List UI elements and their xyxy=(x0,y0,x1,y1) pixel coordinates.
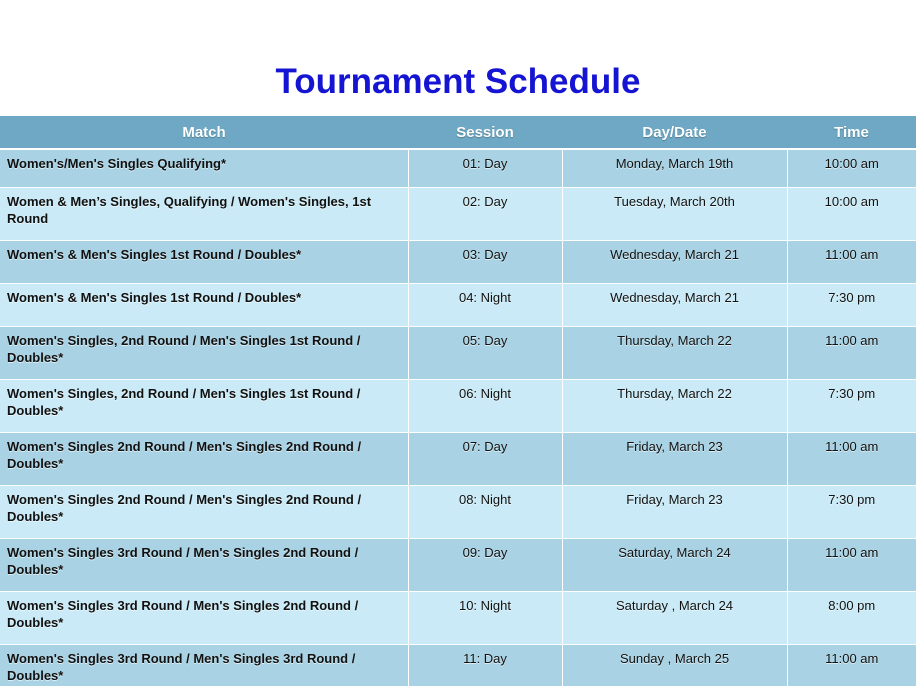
table-row xyxy=(0,433,916,486)
time-cell: 10:00 am xyxy=(787,149,916,188)
match-cell: Women's & Men's Singles 1st Round / Doubles* xyxy=(0,284,408,327)
time-cell: 7:30 pm xyxy=(787,380,916,433)
table-row xyxy=(0,149,916,188)
session-cell: 09: Day xyxy=(408,539,562,592)
match-cell: Women's Singles, 2nd Round / Men's Singles 1st Round / Doubles* xyxy=(0,380,408,433)
time-cell: 11:00 am xyxy=(787,327,916,380)
time-cell: 7:30 pm xyxy=(787,486,916,539)
table-row xyxy=(0,241,916,284)
day-date-cell: Thursday, March 22 xyxy=(562,327,787,380)
day-date-cell: Tuesday, March 20th xyxy=(562,188,787,241)
column-header-match: Match xyxy=(0,116,408,149)
time-cell: 10:00 am xyxy=(787,188,916,241)
schedule-table xyxy=(0,116,916,686)
table-row xyxy=(0,539,916,592)
day-date-cell: Friday, March 23 xyxy=(562,486,787,539)
match-cell: Women's Singles 3rd Round / Men's Singles 2nd Round / Doubles* xyxy=(0,539,408,592)
day-date-cell: Wednesday, March 21 xyxy=(562,284,787,327)
time-cell: 8:00 pm xyxy=(787,592,916,645)
session-cell: 04: Night xyxy=(408,284,562,327)
table-row xyxy=(0,380,916,433)
page-title: Tournament Schedule xyxy=(275,62,641,101)
day-date-cell: Saturday , March 24 xyxy=(562,592,787,645)
time-cell: 7:30 pm xyxy=(787,284,916,327)
match-cell: Women's & Men's Singles 1st Round / Doubles* xyxy=(0,241,408,284)
table-row xyxy=(0,284,916,327)
table-row xyxy=(0,327,916,380)
day-date-cell: Wednesday, March 21 xyxy=(562,241,787,284)
match-cell: Women's Singles, 2nd Round / Men's Singles 1st Round / Doubles* xyxy=(0,327,408,380)
time-cell: 11:00 am xyxy=(787,241,916,284)
session-cell: 03: Day xyxy=(408,241,562,284)
session-cell: 08: Night xyxy=(408,486,562,539)
day-date-cell: Thursday, March 22 xyxy=(562,380,787,433)
session-cell: 02: Day xyxy=(408,188,562,241)
session-cell: 01: Day xyxy=(408,149,562,188)
match-cell: Women & Men’s Singles, Qualifying / Women's Singles, 1st Round xyxy=(0,188,408,241)
table-row xyxy=(0,486,916,539)
session-cell: 07: Day xyxy=(408,433,562,486)
session-cell: 11: Day xyxy=(408,645,562,686)
table-row xyxy=(0,188,916,241)
table-row xyxy=(0,592,916,645)
match-cell: Women's/Men's Singles Qualifying* xyxy=(0,149,408,188)
match-cell: Women's Singles 2nd Round / Men's Singles 2nd Round / Doubles* xyxy=(0,433,408,486)
day-date-cell: Saturday, March 24 xyxy=(562,539,787,592)
match-cell: Women's Singles 3rd Round / Men's Singles 2nd Round / Doubles* xyxy=(0,592,408,645)
session-cell: 10: Night xyxy=(408,592,562,645)
day-date-cell: Sunday , March 25 xyxy=(562,645,787,686)
column-header-session: Session xyxy=(408,116,562,149)
time-cell: 11:00 am xyxy=(787,433,916,486)
session-cell: 06: Night xyxy=(408,380,562,433)
time-cell: 11:00 am xyxy=(787,645,916,686)
time-cell: 11:00 am xyxy=(787,539,916,592)
column-header-time: Time xyxy=(787,116,916,149)
column-header-day-date: Day/Date xyxy=(562,116,787,149)
header-row xyxy=(0,116,916,149)
day-date-cell: Friday, March 23 xyxy=(562,433,787,486)
table-row xyxy=(0,645,916,686)
match-cell: Women's Singles 3rd Round / Men's Singles 3rd Round / Doubles* xyxy=(0,645,408,686)
match-cell: Women's Singles 2nd Round / Men's Singles 2nd Round / Doubles* xyxy=(0,486,408,539)
session-cell: 05: Day xyxy=(408,327,562,380)
day-date-cell: Monday, March 19th xyxy=(562,149,787,188)
